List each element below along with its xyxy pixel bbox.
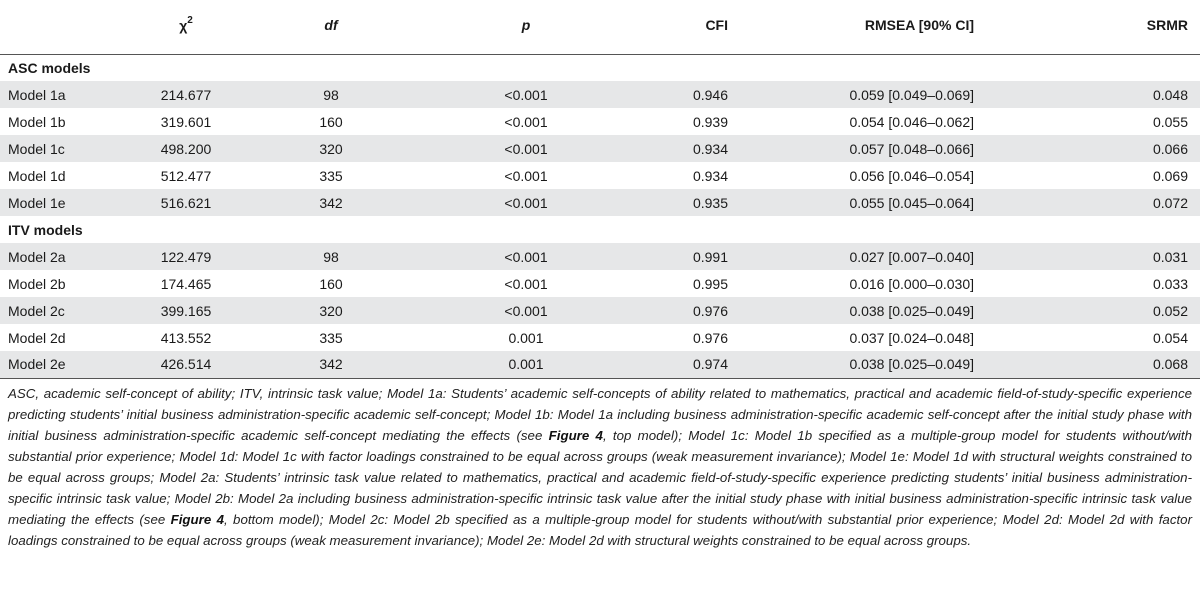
cell-p-value: <0.001 <box>504 194 548 211</box>
cell-chi-square: 214.677 <box>160 86 212 103</box>
cell-rmsea: 0.016 [0.000–0.030] <box>849 275 974 292</box>
cell-p-value: <0.001 <box>504 302 548 319</box>
cell-df: 320 <box>319 302 343 319</box>
table-row <box>0 297 1200 324</box>
figure-4-reference-bottom[interactable]: Figure 4 <box>170 511 224 527</box>
cell-model: Model 1a <box>8 86 66 103</box>
header-df-label: df <box>324 17 338 33</box>
footnote-text-3: , bottom model); Model 2c: Model 2b specified as a multiple-group model for students without/with substantial prior experience; Model 2d: Model 2d with factor loadings constrained to be equal across groups (weak measurement invariance); Model 2e: Model 2d with structural weights constrained to be equal across groups. <box>8 511 1192 548</box>
table-body <box>0 54 1200 378</box>
cell-chi-square: 516.621 <box>160 194 212 211</box>
cell-cfi: 0.934 <box>692 140 728 157</box>
cell-df: 160 <box>319 275 343 292</box>
cell-rmsea: 0.037 [0.024–0.048] <box>849 329 974 346</box>
chi-superscript: 2 <box>187 15 193 26</box>
cell-cfi: 0.976 <box>692 329 728 346</box>
header-cfi: CFI <box>576 0 796 54</box>
chi-symbol: χ <box>179 17 188 34</box>
cell-model: Model 1e <box>8 194 66 211</box>
footnote-text-2: , top model); Model 1c: Model 1b specified as a multiple-group model for students without/with substantial prior experience; Model 1d: Model 1c with factor loadings constrained to be equal across groups (weak measurement invariance); Model 1e: Model 1d with structural weights constrained to be equal across groups; Model 2a: Students’ intrinsic task value related to mathematics, practical and academic field-of-study-specific experience predicting students’ initial business administration-specific intrinsic task value; Model 2b: Model 2a including business administration-specific intrinsic task value after the initial study phase with initial business administration-specific intrinsic task value mediating the effects (see <box>8 427 1192 527</box>
figure-4-reference-top[interactable]: Figure 4 <box>548 427 603 443</box>
cell-chi-square: 399.165 <box>160 302 212 319</box>
cell-chi-square: 319.601 <box>160 113 212 130</box>
table-footnote <box>0 379 1200 551</box>
cell-rmsea: 0.059 [0.049–0.069] <box>849 86 974 103</box>
cell-df: 342 <box>276 351 426 378</box>
cell-model: Model 2e <box>0 351 126 378</box>
section-title: ITV models <box>8 221 83 238</box>
header-rmsea: RMSEA [90% CI] <box>796 0 1000 54</box>
table-row <box>0 162 1200 189</box>
cell-p-value: <0.001 <box>504 140 548 157</box>
table-row <box>0 108 1200 135</box>
cell-cfi: 0.935 <box>692 194 728 211</box>
cell-srmr: 0.048 <box>1152 86 1188 103</box>
cell-p-value: <0.001 <box>504 167 548 184</box>
cell-srmr: 0.068 <box>1000 351 1200 378</box>
cell-srmr: 0.069 <box>1152 167 1188 184</box>
cell-srmr: 0.066 <box>1152 140 1188 157</box>
cell-rmsea: 0.057 [0.048–0.066] <box>849 140 974 157</box>
cell-cfi: 0.991 <box>692 248 728 265</box>
cell-srmr: 0.055 <box>1152 113 1188 130</box>
cell-srmr: 0.054 <box>1152 329 1188 346</box>
table-row <box>0 243 1200 270</box>
cell-chi-square: 426.514 <box>126 351 276 378</box>
table-row <box>0 189 1200 216</box>
cell-cfi: 0.976 <box>692 302 728 319</box>
cell-srmr: 0.052 <box>1152 302 1188 319</box>
cell-chi-square: 498.200 <box>160 140 212 157</box>
header-df <box>276 0 426 54</box>
cell-chi-square: 413.552 <box>160 329 212 346</box>
cell-model: Model 2b <box>8 275 66 292</box>
header-p-label: p <box>521 17 531 33</box>
section-header-row <box>0 54 1200 81</box>
cell-model: Model 1b <box>8 113 66 130</box>
cell-rmsea: 0.056 [0.046–0.054] <box>849 167 974 184</box>
table-row <box>0 135 1200 162</box>
header-srmr: SRMR <box>1000 0 1200 54</box>
cell-rmsea: 0.054 [0.046–0.062] <box>849 113 974 130</box>
table-header-row <box>0 0 1200 54</box>
cell-df: 98 <box>323 86 339 103</box>
cell-p-value: <0.001 <box>504 248 548 265</box>
cell-df: 335 <box>319 329 343 346</box>
table-row <box>0 81 1200 108</box>
cell-p-value: <0.001 <box>504 113 548 130</box>
cell-chi-square: 174.465 <box>160 275 212 292</box>
cell-df: 320 <box>319 140 343 157</box>
footnote-text-1: ASC, academic self-concept of ability; ITV, intrinsic task value; Model 1a: Students’ academic self-concepts of ability related to mathematics, practical and academic field-of-study-specific experience predicting students’ initial business administration-specific academic self-concept; Model 1b: Model 1a including business administration-specific academic self-concept after the initial study phase with initial business administration-specific academic self-concept mediating the effects (see <box>8 385 1192 443</box>
cell-rmsea: 0.055 [0.045–0.064] <box>849 194 974 211</box>
cell-chi-square: 122.479 <box>160 248 212 265</box>
header-model <box>0 0 126 54</box>
cell-cfi: 0.974 <box>576 351 796 378</box>
table-row <box>0 270 1200 297</box>
section-title: ASC models <box>8 59 91 76</box>
cell-model: Model 2c <box>8 302 65 319</box>
cell-cfi: 0.934 <box>692 167 728 184</box>
cell-rmsea: 0.038 [0.025–0.049] <box>796 351 1000 378</box>
cell-df: 342 <box>319 194 343 211</box>
cell-cfi: 0.995 <box>692 275 728 292</box>
header-p <box>426 0 576 54</box>
cell-model: Model 2a <box>8 248 66 265</box>
table-row <box>0 324 1200 351</box>
cell-p-value: <0.001 <box>504 86 548 103</box>
cell-model: Model 1d <box>8 167 66 184</box>
cell-model: Model 2d <box>8 329 66 346</box>
cell-srmr: 0.033 <box>1152 275 1188 292</box>
cell-df: 98 <box>323 248 339 265</box>
cell-p-value: 0.001 <box>426 351 576 378</box>
cell-rmsea: 0.038 [0.025–0.049] <box>849 302 974 319</box>
cell-p-value: 0.001 <box>508 329 544 346</box>
cell-cfi: 0.939 <box>692 113 728 130</box>
cell-srmr: 0.072 <box>1152 194 1188 211</box>
cell-srmr: 0.031 <box>1152 248 1188 265</box>
cell-cfi: 0.946 <box>692 86 728 103</box>
table-row <box>0 351 1200 378</box>
section-header-row <box>0 216 1200 243</box>
cell-df: 335 <box>319 167 343 184</box>
cell-rmsea: 0.027 [0.007–0.040] <box>849 248 974 265</box>
header-chi-square <box>126 0 276 54</box>
cell-p-value: <0.001 <box>504 275 548 292</box>
cell-df: 160 <box>319 113 343 130</box>
cell-model: Model 1c <box>8 140 65 157</box>
cell-chi-square: 512.477 <box>160 167 212 184</box>
